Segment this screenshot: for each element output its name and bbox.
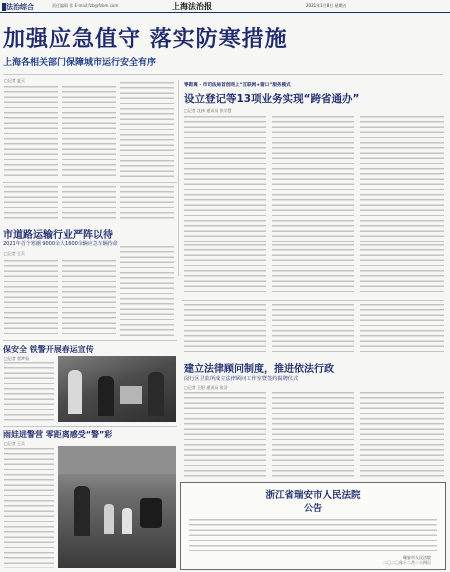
lead-text-col-1 bbox=[4, 86, 58, 178]
notice-date: 二〇二〇年十二月二十四日 bbox=[383, 560, 431, 565]
rain-photo bbox=[58, 446, 176, 568]
photo-officer bbox=[74, 486, 90, 536]
legal-pre-col-3 bbox=[360, 304, 444, 356]
photo-leaflet bbox=[120, 386, 142, 404]
rain-byline: □记者 王兵 bbox=[4, 441, 26, 446]
column-divider bbox=[178, 80, 179, 276]
right-text-col-3 bbox=[360, 116, 444, 242]
right-text-col-1b bbox=[184, 244, 266, 296]
photo-figure-2 bbox=[98, 376, 114, 416]
editor-line: 责任编辑 张 E-mail:fzb@fzbm.com bbox=[52, 3, 119, 8]
road-text-col-2 bbox=[62, 260, 116, 336]
lead-headline: 加强应急值守 落实防寒措施 bbox=[3, 27, 288, 52]
right-kicker: 零距离 · 市司法局首创网上“互联网+窗口”服务模式 bbox=[184, 83, 291, 88]
legal-top-rule bbox=[182, 300, 444, 301]
right-headline: 设立登记等13项业务实现“跨省通办” bbox=[184, 93, 360, 105]
road-pre-col-2 bbox=[62, 186, 116, 222]
photo-child-2 bbox=[122, 508, 132, 534]
road-subhead: 2021年首个寒潮 9000余人1600余辆应急车辆待命 bbox=[3, 241, 118, 247]
rain-headline: 雨娃进警营 零距离感受“警”彩 bbox=[3, 430, 113, 439]
rain-rule bbox=[3, 426, 177, 427]
legal-headline: 建立法律顾问制度，推进依法行政 bbox=[184, 364, 334, 375]
legal-byline: □记者 王阳 通讯员 张洁 bbox=[184, 385, 228, 390]
lead-text-col-3 bbox=[120, 82, 174, 178]
notice-body bbox=[189, 519, 437, 551]
right-text-col-2 bbox=[272, 116, 354, 242]
section-title: 法治综合 bbox=[6, 3, 34, 11]
safety-headline: 保安全 铁警开展春运宣传 bbox=[3, 345, 94, 354]
road-byline: □记者 王兵 bbox=[4, 251, 26, 256]
page-header bbox=[0, 0, 450, 14]
lead-byline: □记者 夏天 bbox=[4, 78, 26, 83]
header-rule bbox=[0, 12, 450, 13]
photo-figure-3 bbox=[148, 372, 164, 416]
road-pre-col-1 bbox=[4, 186, 58, 222]
safety-photo bbox=[58, 356, 176, 422]
road-text-col-1 bbox=[4, 260, 58, 336]
notice-signature bbox=[383, 555, 431, 565]
rain-text-col bbox=[4, 448, 54, 568]
notice-court-name: 浙江省瑞安市人民法院 bbox=[265, 490, 361, 501]
right-text-col-1 bbox=[184, 116, 266, 242]
legal-text-col-3 bbox=[360, 392, 444, 478]
safety-byline: □记者 翟梦茹 bbox=[4, 356, 30, 361]
lead-text-col-2 bbox=[62, 86, 116, 178]
legal-pre-col-2 bbox=[272, 304, 354, 356]
legal-text-col-1 bbox=[184, 392, 266, 478]
right-text-col-2b bbox=[272, 244, 354, 296]
issue-date: 2021年1月8日 星期五 bbox=[306, 3, 347, 8]
photo-police-dog bbox=[140, 498, 162, 528]
right-text-col-3b bbox=[360, 244, 444, 296]
road-headline: 市道路运输行业严阵以待 bbox=[3, 230, 113, 241]
court-notice bbox=[180, 482, 446, 570]
notice-title: 公告 bbox=[303, 504, 322, 514]
photo-figure-1 bbox=[68, 370, 82, 414]
road-text-col-3 bbox=[120, 246, 174, 336]
safety-text-col bbox=[4, 362, 54, 422]
notice-signer: 瑞安市人民法院 bbox=[403, 555, 431, 560]
photo-ceiling bbox=[58, 446, 176, 474]
masthead: 上海法治报 bbox=[172, 1, 212, 11]
lead-rule bbox=[3, 74, 443, 75]
legal-pre-col-1 bbox=[184, 304, 266, 356]
legal-subhead: 闵行区卫监所成立法律顾问工作室暨签约揭牌仪式 bbox=[184, 376, 299, 382]
road-rule bbox=[3, 182, 177, 183]
road-pre-col-3 bbox=[120, 186, 174, 222]
right-byline: □记者 沈祎 通讯员 张学慧 bbox=[184, 108, 232, 113]
photo-child-1 bbox=[104, 504, 114, 534]
lead-subhead: 上海各相关部门保障城市运行安全有序 bbox=[3, 58, 157, 68]
safety-rule bbox=[3, 340, 177, 341]
legal-text-col-2 bbox=[272, 392, 354, 478]
